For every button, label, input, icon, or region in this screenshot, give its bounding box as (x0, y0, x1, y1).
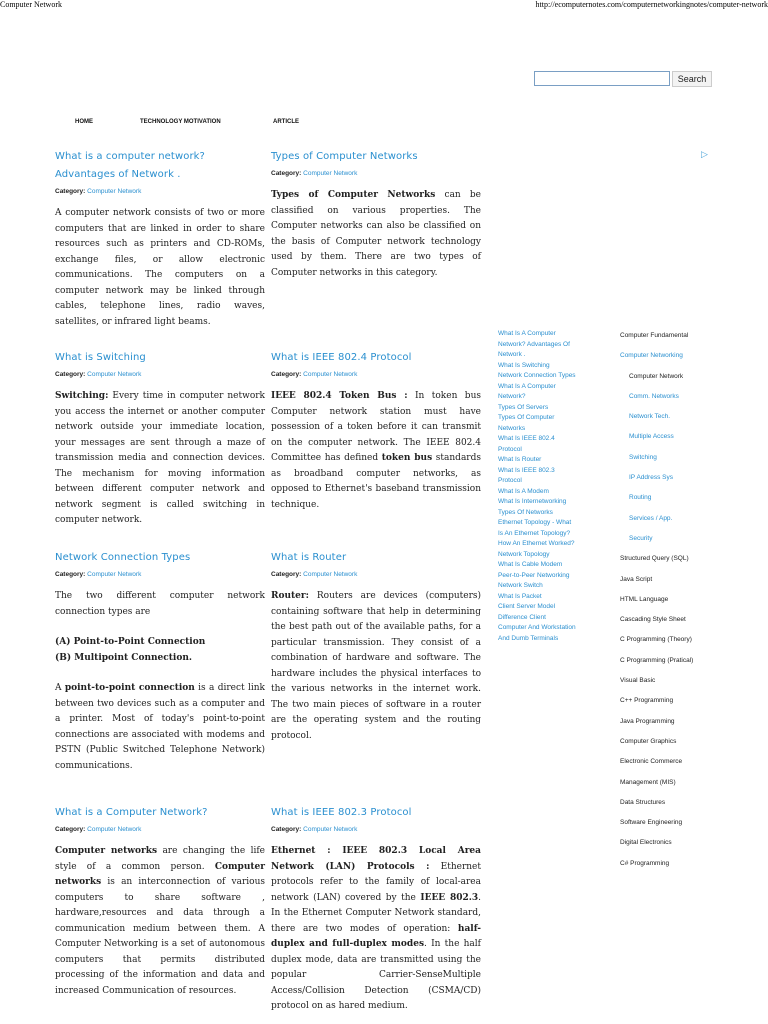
related-link[interactable]: Types Of Networks (498, 508, 553, 516)
article-card (271, 349, 481, 513)
category-link[interactable]: Computer Network (87, 571, 142, 578)
category-link[interactable]: Computer Network (303, 371, 358, 378)
category-item[interactable]: Computer Network (629, 372, 684, 380)
ad-choices-icon[interactable]: ▷ (701, 150, 708, 160)
related-link[interactable]: How An Ethernet Worked? (498, 540, 575, 547)
article-body: Switching: Every time in computer network you access the internet or another computer network outside your immediate location, your messages are sent through a maze of transmission media and connection devices. The mechanism for moving information between different computer network and network segment is called switching in computer network. (55, 391, 265, 525)
category-item[interactable]: Management (MIS) (620, 778, 676, 786)
category-item[interactable]: Electronic Commerce (620, 758, 683, 766)
related-link[interactable]: Protocol (498, 445, 522, 453)
article-card (271, 148, 481, 281)
related-link[interactable]: What Is Router (498, 456, 542, 463)
article-title[interactable]: What is Switching (55, 352, 146, 363)
related-link[interactable]: Difference Client (498, 613, 546, 621)
article-card (55, 349, 265, 529)
article-card (55, 148, 265, 330)
category-item[interactable]: Services / App. (629, 514, 673, 522)
category-item[interactable]: Structured Query (SQL) (620, 555, 689, 563)
category-link[interactable]: Computer Network (303, 170, 358, 177)
related-link[interactable]: Computer And Workstation (498, 624, 576, 631)
article-title[interactable]: What is IEEE 802.4 Protocol (271, 352, 412, 363)
related-link[interactable]: What Is Internetworking (498, 498, 567, 505)
related-link[interactable]: What Is Switching (498, 361, 550, 369)
related-link[interactable]: Protocol (498, 477, 522, 484)
category-item[interactable]: Routing (629, 494, 652, 502)
article-body: A computer network consists of two or more computers that are linked in order to share resources such as printers and CD-ROMs, exchange files, or allow electronic communications. The computers on a computer network may be linked through cables, telephone lines, radio waves, satellites, or infrared light beams. (55, 208, 265, 327)
category-item[interactable]: C++ Programming (620, 697, 674, 705)
article-title[interactable]: What is IEEE 802.3 Protocol (271, 807, 412, 818)
search-input[interactable] (534, 71, 670, 86)
article-card (271, 804, 481, 1015)
print-header-url: http://ecomputernotes.com/computernetworkingnotes/computer-network (535, 0, 768, 9)
related-link[interactable]: What Is IEEE 802.4 (498, 435, 555, 442)
category-item[interactable]: Security (629, 534, 653, 542)
article-category: Category: Computer Network (55, 826, 142, 833)
category-item[interactable]: Computer Graphics (620, 737, 677, 745)
related-link[interactable]: Network Topology (498, 550, 550, 558)
category-item[interactable]: C Programming (Pratical) (620, 656, 694, 664)
category-item[interactable]: Network Tech. (629, 413, 671, 421)
article-body: Router: Routers are devices (computers) containing software that help in determining the best path out of the available paths, for a particular transmission. They consist of a combination of hardware and software. The hardware includes the physical interfaces to the various networks in the internet work. The two main pieces of software in a router are the operating system and the routing protocol. (271, 591, 481, 741)
category-item[interactable]: C Programming (Theory) (620, 636, 692, 644)
related-link[interactable]: Network . (498, 351, 526, 358)
article-card (55, 549, 265, 774)
category-item[interactable]: Visual Basic (620, 677, 656, 685)
related-link[interactable]: Is An Ethernet Topology? (498, 529, 571, 537)
category-link[interactable]: Computer Network (87, 826, 142, 833)
related-link[interactable]: Network? (498, 393, 526, 400)
related-link[interactable]: Network Switch (498, 582, 543, 589)
article-body: IEEE 802.4 Token Bus : In token bus Computer network station must have possession of a token before it can transmit on the computer network. The IEEE 802.4 Committee has defined token bus standards as broadband computer networks, as opposed to Ethernet's baseband transmission technique. (271, 391, 481, 510)
related-link[interactable]: Types Of Computer (498, 414, 555, 421)
category-item[interactable]: Switching (629, 453, 657, 461)
category-item[interactable]: Software Engineering (620, 819, 683, 827)
related-link[interactable]: And Dumb Terminals (498, 634, 559, 642)
search-button[interactable]: Search (672, 71, 712, 87)
category-item[interactable]: IP Address Sys (629, 474, 673, 482)
article-category: Category: Computer Network (55, 571, 142, 578)
category-item[interactable]: Java Script (620, 575, 653, 583)
related-links (498, 329, 610, 644)
article-title[interactable]: What is a computer network? Advantages of Network . (55, 151, 205, 180)
category-item[interactable]: Computer Fundamental (620, 332, 689, 339)
category-item[interactable]: HTML Language (620, 595, 669, 603)
article-category: Category: Computer Network (271, 571, 358, 578)
nav-item-article[interactable]: ARTICLE (273, 119, 299, 125)
category-item[interactable]: Cascading Style Sheet (620, 616, 686, 624)
related-link[interactable]: Ethernet Topology - What (498, 519, 572, 526)
related-link[interactable]: Networks (498, 424, 526, 432)
article-category: Category: Computer Network (55, 371, 142, 378)
category-link[interactable]: Computer Network (303, 826, 358, 833)
category-link[interactable]: Computer Network (87, 188, 142, 195)
category-item[interactable]: Computer Networking (620, 352, 683, 360)
article-category: Category: Computer Network (55, 188, 142, 195)
main-nav (0, 119, 768, 129)
related-link[interactable]: What Is Cable Modem (498, 561, 563, 568)
category-item[interactable]: Java Programming (620, 717, 675, 725)
nav-item-home[interactable]: HOME (75, 119, 93, 125)
related-link[interactable]: Client Server Model (498, 603, 556, 610)
article-card (55, 804, 265, 999)
article-category: Category: Computer Network (271, 170, 358, 177)
related-link[interactable]: What Is Packet (498, 592, 542, 600)
article-title[interactable]: Types of Computer Networks (271, 151, 418, 162)
related-link[interactable]: What Is A Computer (498, 382, 556, 390)
related-link[interactable]: Types Of Servers (498, 403, 549, 411)
related-link[interactable]: What Is IEEE 802.3 (498, 466, 555, 474)
article-title[interactable]: Network Connection Types (55, 552, 191, 563)
related-link[interactable]: Network Connection Types (498, 372, 576, 379)
print-header-title: Computer Network (0, 0, 62, 9)
article-category: Category: Computer Network (271, 371, 358, 378)
category-item[interactable]: C# Programming (620, 859, 670, 867)
category-item[interactable]: Comm. Networks (629, 392, 679, 400)
article-body: Ethernet : IEEE 802.3 Local Area Network (LAN) Protocols : Ethernet protocols refer to the family of local-area network (LAN) covered by the IEEE 802.3. In the Ethernet Computer Network standard, there are two modes of operation: half-duplex and full-duplex modes. In the half duplex mode, data are transmitted using the popular Carrier-SenseMultiple Access/Collision Detection (CSMA/CD) protocol on as hared medium. (271, 846, 482, 1011)
category-item[interactable]: Data Structures (620, 798, 666, 806)
article-body: Computer networks are changing the life style of a common person. Computer networks is an interconnection of various computers to share software , hardware,resources and data through a communication medium between them. A Computer Networking is a set of autonomous computers that permits distributed processing of the information and data and increased Communication of resources. (55, 846, 265, 996)
category-link[interactable]: Computer Network (303, 571, 358, 578)
category-list (620, 331, 760, 879)
category-item[interactable]: Multiple Access (629, 433, 674, 441)
print-header (0, 0, 768, 12)
related-link[interactable]: What Is A Modem (498, 487, 549, 495)
category-item[interactable]: Digital Electronics (620, 839, 672, 847)
nav-item-technology-motivation[interactable]: TECHNOLOGY MOTIVATION (140, 119, 221, 125)
related-link[interactable]: What Is A Computer (498, 330, 556, 337)
related-link[interactable]: Network? Advantages Of (498, 340, 570, 348)
related-link[interactable]: Peer-to-Peer Networking (498, 571, 570, 579)
category-link[interactable]: Computer Network (87, 371, 142, 378)
article-body: Types of Computer Networks can be classified on various properties. The Computer networks can also be classified on the basis of Computer network technology used by them. There are two types of Computer networks in this category. (271, 190, 482, 278)
article-card (271, 549, 481, 744)
article-body: The two different computer network connection types are (A) Point-to-Point Connection (B) Multipoint Connection. A point-to-point connection is a direct link between two devices such as a computer and a printer. Most of today's point-to-point connections are associated with modems and PSTN (Public Switched Telephone Network) communications. (55, 591, 265, 771)
article-title[interactable]: What is Router (271, 552, 347, 563)
article-title[interactable]: What is a Computer Network? (55, 807, 208, 818)
article-category: Category: Computer Network (271, 826, 358, 833)
